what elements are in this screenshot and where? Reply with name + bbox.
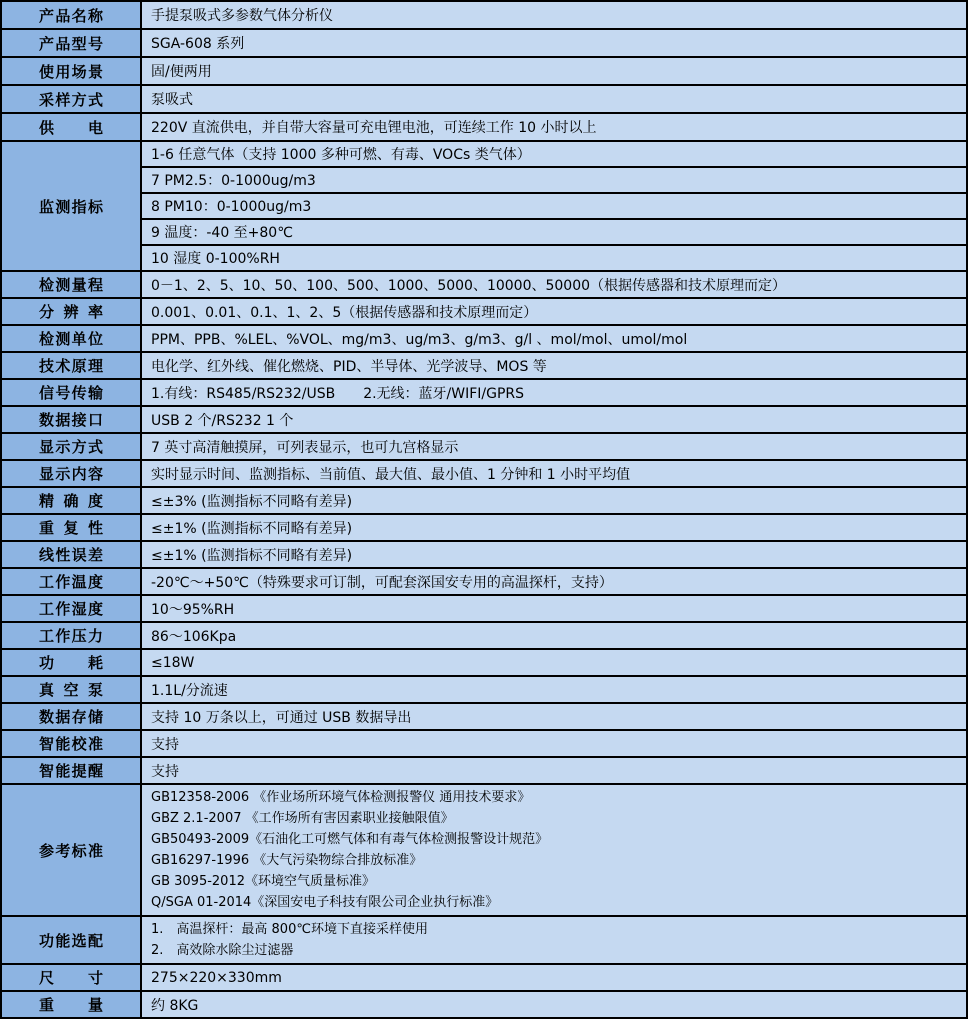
table-row	[1, 85, 967, 113]
row-label-text: 使用场景	[39, 62, 103, 81]
table-row	[1, 730, 967, 757]
row-value-line: 1. 高温探杆：最高 800℃环境下直接采样使用	[151, 922, 428, 937]
row-value: -20℃～+50℃（特殊要求可订制，可配套深国安专用的高温探杆，支持）	[141, 568, 967, 595]
row-value-line: GB16297-1996 《大气污染物综合排放标准》	[151, 853, 423, 868]
row-label	[1, 271, 141, 298]
row-value: SGA-608 系列	[141, 29, 967, 57]
row-label-text: 数据接口	[39, 411, 103, 429]
row-value: 电化学、红外线、催化燃烧、PID、半导体、光学波导、MOS 等	[141, 352, 967, 379]
row-value-line: GB 3095-2012《环境空气质量标准》	[151, 874, 375, 889]
row-label-text: 智能提醒	[39, 762, 103, 780]
row-label	[1, 649, 141, 676]
table-row	[1, 568, 967, 595]
row-label-text: 信号传输	[39, 384, 103, 402]
table-row	[1, 916, 967, 964]
row-value: USB 2 个/RS232 1 个	[141, 406, 967, 433]
table-row	[1, 167, 967, 193]
row-label-text: 产品型号	[39, 34, 103, 53]
row-label-text: 尺寸	[39, 969, 103, 987]
table-row	[1, 57, 967, 85]
row-value	[141, 784, 967, 916]
table-row	[1, 784, 967, 916]
table-row	[1, 352, 967, 379]
row-value: ≤±3% (监测指标不同略有差异)	[141, 487, 967, 514]
table-row	[1, 141, 967, 167]
row-label-text: 工作温度	[39, 573, 103, 591]
row-value: 220V 直流供电，并自带大容量可充电锂电池，可连续工作 10 小时以上	[141, 113, 967, 141]
row-value: 0.001、0.01、0.1、1、2、5（根据传感器和技术原理而定）	[141, 298, 967, 325]
row-label-text: 显示内容	[39, 465, 103, 483]
row-value: 固/便两用	[141, 57, 967, 85]
row-label	[1, 141, 141, 271]
row-value: 8 PM10：0-1000ug/m3	[141, 193, 967, 219]
row-label-text: 智能校准	[39, 735, 103, 753]
table-row	[1, 433, 967, 460]
row-value-line: 2. 高效除水除尘过滤器	[151, 943, 294, 958]
row-label-text: 功耗	[39, 654, 103, 672]
row-label-text: 采样方式	[39, 90, 103, 109]
row-value: 实时显示时间、监测指标、当前值、最大值、最小值、1 分钟和 1 小时平均值	[141, 460, 967, 487]
row-label-text: 数据存储	[39, 708, 103, 726]
row-value-line: GB50493-2009《石油化工可燃气体和有毒气体检测报警设计规范》	[151, 832, 549, 847]
table-row	[1, 676, 967, 703]
row-value	[141, 916, 967, 964]
row-label-text: 精确度	[39, 492, 103, 510]
table-row	[1, 406, 967, 433]
row-value: 支持	[141, 757, 967, 784]
row-label	[1, 541, 141, 568]
table-row	[1, 1, 967, 29]
row-label-text: 产品名称	[39, 6, 103, 25]
row-label-text: 重复性	[39, 519, 103, 537]
row-value: 支持 10 万条以上，可通过 USB 数据导出	[141, 703, 967, 730]
row-label	[1, 57, 141, 85]
row-label	[1, 514, 141, 541]
row-label	[1, 622, 141, 649]
table-row	[1, 541, 967, 568]
row-label-text: 供电	[39, 118, 103, 137]
table-row	[1, 514, 967, 541]
table-row	[1, 325, 967, 352]
row-label	[1, 916, 141, 964]
row-label	[1, 964, 141, 991]
row-value: ≤18W	[141, 649, 967, 676]
table-row	[1, 460, 967, 487]
row-label	[1, 85, 141, 113]
row-label	[1, 568, 141, 595]
row-label	[1, 784, 141, 916]
table-row	[1, 245, 967, 271]
row-value: 0－1、2、5、10、50、100、500、1000、5000、10000、50000（根据传感器和技术原理而定）	[141, 271, 967, 298]
row-value: 86～106Kpa	[141, 622, 967, 649]
row-label	[1, 325, 141, 352]
row-value-line: GBZ 2.1-2007 《工作场所有害因素职业接触限值》	[151, 811, 454, 826]
row-label	[1, 757, 141, 784]
row-label-text: 重量	[39, 996, 103, 1014]
row-label-text: 显示方式	[39, 438, 103, 456]
row-label-text: 参考标准	[39, 841, 103, 860]
row-label	[1, 113, 141, 141]
row-label	[1, 730, 141, 757]
table-row	[1, 193, 967, 219]
row-label	[1, 487, 141, 514]
row-label-text: 分辨率	[39, 303, 103, 321]
table-row	[1, 622, 967, 649]
row-label	[1, 406, 141, 433]
row-value: 泵吸式	[141, 85, 967, 113]
row-value: 275×220×330mm	[141, 964, 967, 991]
row-label	[1, 703, 141, 730]
row-label-text: 线性误差	[39, 546, 103, 564]
row-label	[1, 352, 141, 379]
row-label-text: 工作湿度	[39, 600, 103, 618]
row-label	[1, 1, 141, 29]
row-label	[1, 433, 141, 460]
row-label-text: 技术原理	[39, 357, 103, 375]
table-row	[1, 298, 967, 325]
row-label	[1, 595, 141, 622]
row-value: 7 英寸高清触摸屏，可列表显示，也可九宫格显示	[141, 433, 967, 460]
table-row	[1, 595, 967, 622]
table-row	[1, 964, 967, 991]
row-value-line: Q/SGA 01-2014《深国安电子科技有限公司企业执行标准》	[151, 895, 499, 910]
row-value: 1-6 任意气体（支持 1000 多种可燃、有毒、VOCs 类气体）	[141, 141, 967, 167]
row-value: 1.1L/分流速	[141, 676, 967, 703]
row-value: 7 PM2.5：0-1000ug/m3	[141, 167, 967, 193]
row-label	[1, 379, 141, 406]
row-value-line: GB12358-2006 《作业场所环境气体检测报警仪 通用技术要求》	[151, 790, 531, 805]
table-row	[1, 29, 967, 57]
row-value: 1.有线：RS485/RS232/USB 2.无线：蓝牙/WIFI/GPRS	[141, 379, 967, 406]
table-row	[1, 487, 967, 514]
row-label-text: 检测单位	[39, 330, 103, 348]
row-value: 10～95%RH	[141, 595, 967, 622]
table-row	[1, 379, 967, 406]
row-label-text: 功能选配	[39, 931, 103, 950]
row-value: ≤±1% (监测指标不同略有差异)	[141, 541, 967, 568]
table-row	[1, 703, 967, 730]
table-row	[1, 113, 967, 141]
row-value: PPM、PPB、%LEL、%VOL、mg/m3、ug/m3、g/m3、g/l 、mol/mol、umol/mol	[141, 325, 967, 352]
row-label	[1, 29, 141, 57]
row-label	[1, 298, 141, 325]
row-label-text: 检测量程	[39, 276, 103, 294]
table-row	[1, 649, 967, 676]
row-label-text: 监测指标	[39, 197, 103, 216]
row-label	[1, 991, 141, 1018]
row-label	[1, 676, 141, 703]
table-row	[1, 757, 967, 784]
row-label-text: 真空泵	[39, 681, 103, 699]
row-label-text: 工作压力	[39, 627, 103, 645]
table-row	[1, 271, 967, 298]
row-value: 9 温度：-40 至+80℃	[141, 219, 967, 245]
row-value: 约 8KG	[141, 991, 967, 1018]
row-label	[1, 460, 141, 487]
row-value: 10 湿度 0-100%RH	[141, 245, 967, 271]
row-value: 手提泵吸式多参数气体分析仪	[141, 1, 967, 29]
row-value: ≤±1% (监测指标不同略有差异)	[141, 514, 967, 541]
row-value: 支持	[141, 730, 967, 757]
table-row	[1, 991, 967, 1018]
table-row	[1, 219, 967, 245]
